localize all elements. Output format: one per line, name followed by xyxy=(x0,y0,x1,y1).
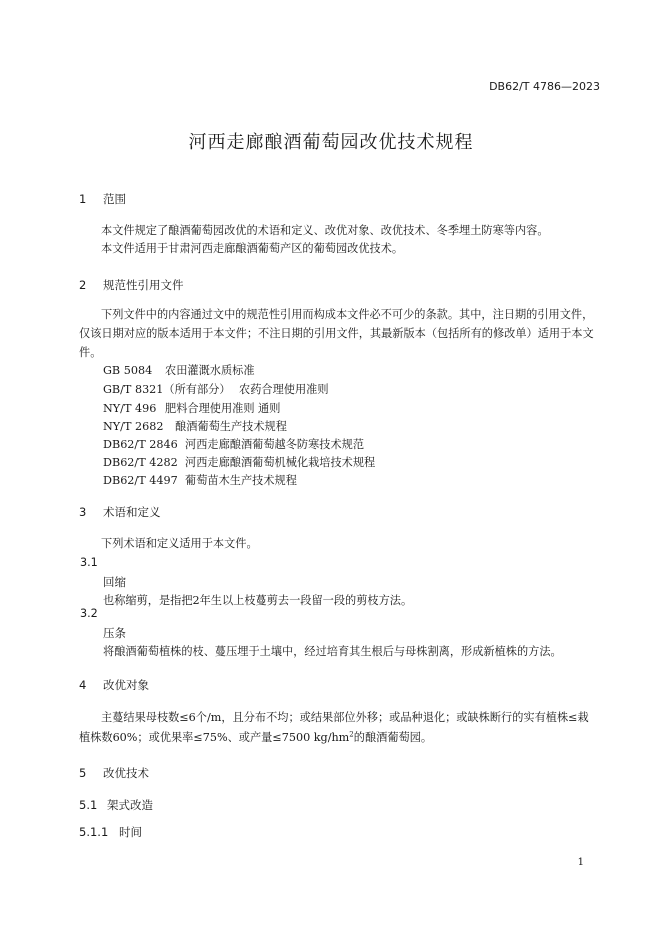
term-name: 回缩 xyxy=(103,575,126,589)
section-number: 3 xyxy=(79,505,87,519)
section-title: 改优对象 xyxy=(103,678,149,692)
section-number: 4 xyxy=(79,678,87,692)
section-1-paragraph-2: 本文件适用于甘肃河西走廊酿酒葡萄产区的葡萄园改优技术。 xyxy=(101,242,404,255)
section-title: 架式改造 xyxy=(107,798,153,812)
reference-code: DB62/T 2846 xyxy=(103,438,178,451)
section-5-1-1-heading xyxy=(79,824,142,840)
section-4-paragraph xyxy=(79,708,599,748)
paragraph-text-tail: 的酿酒葡萄园。 xyxy=(353,731,433,744)
section-title: 范围 xyxy=(103,192,126,206)
section-number: 2 xyxy=(79,278,87,292)
term-name: 压条 xyxy=(103,626,126,640)
reference-code: DB62/T 4282 xyxy=(103,456,178,469)
term-definition: 也称缩剪，是指把2年生以上枝蔓剪去一段留一段的剪枝方法。 xyxy=(103,594,413,607)
reference-item xyxy=(103,472,297,488)
section-1-heading xyxy=(79,191,126,207)
reference-code: GB 5084 xyxy=(103,364,153,377)
reference-name: 酿酒葡萄生产技术规程 xyxy=(175,420,287,433)
reference-name: 葡萄苗木生产技术规程 xyxy=(185,474,297,487)
section-1-paragraph-1: 本文件规定了酿酒葡萄园改优的术语和定义、改优对象、改优技术、冬季埋土防寒等内容。 xyxy=(101,224,549,237)
reference-item xyxy=(103,400,280,416)
document-title: 河西走廊酿酒葡萄园改优技术规程 xyxy=(188,132,474,153)
section-5-heading xyxy=(79,765,149,781)
reference-code: GB/T 8321（所有部分） xyxy=(103,383,231,396)
reference-item xyxy=(103,454,375,470)
term-number: 3.2 xyxy=(80,607,98,620)
reference-name: 河西走廊酿酒葡萄越冬防寒技术规范 xyxy=(185,438,365,451)
reference-item xyxy=(103,362,255,378)
term-number: 3.1 xyxy=(80,556,98,569)
page-number: 1 xyxy=(577,857,584,868)
reference-item xyxy=(103,436,364,452)
reference-item xyxy=(103,381,329,397)
section-title: 改优技术 xyxy=(103,766,149,780)
section-2-intro: 下列文件中的内容通过文中的规范性引用而构成本文件必不可少的条款。其中，注日期的引用文件，仅该日期对应的版本适用于本文件；不注日期的引用文件，其最新版本（包括所有的修改单）适用于本文件。 xyxy=(79,308,594,359)
reference-name: 肥料合理使用准则 通则 xyxy=(165,402,281,415)
reference-name: 农田灌溉水质标准 xyxy=(165,364,255,377)
reference-name: 农药合理使用准则 xyxy=(239,383,329,396)
reference-code: NY/T 496 xyxy=(103,402,157,415)
superscript: 2 xyxy=(349,730,354,739)
section-5-1-heading xyxy=(79,797,153,813)
reference-code: NY/T 2682 xyxy=(103,420,164,433)
section-3-intro: 下列术语和定义适用于本文件。 xyxy=(101,537,258,550)
reference-item xyxy=(103,418,287,434)
term-definition: 将酿酒葡萄植株的枝、蔓压埋于土壤中，经过培育其生根后与母株割离，形成新植株的方法。 xyxy=(103,645,562,658)
section-title: 规范性引用文件 xyxy=(103,278,184,292)
section-number: 1 xyxy=(79,192,87,206)
section-number: 5 xyxy=(79,766,87,780)
reference-name: 河西走廊酿酒葡萄机械化栽培技术规程 xyxy=(185,456,376,469)
paragraph-text: 主蔓结果母枝数≤6个/m，且分布不均；或结果部位外移；或品种退化；或缺株断行的实有植株≤栽植株数60%；或优果率≤75%、或产量≤7500 kg/hm xyxy=(79,711,589,744)
reference-code: DB62/T 4497 xyxy=(103,474,178,487)
section-2-heading xyxy=(79,277,184,293)
document-number: DB62/T 4786—2023 xyxy=(489,80,600,93)
section-title: 术语和定义 xyxy=(103,505,161,519)
section-3-heading xyxy=(79,504,161,520)
section-number: 5.1 xyxy=(79,798,98,812)
section-title: 时间 xyxy=(119,825,142,839)
section-4-heading xyxy=(79,677,149,693)
section-number: 5.1.1 xyxy=(79,825,109,839)
